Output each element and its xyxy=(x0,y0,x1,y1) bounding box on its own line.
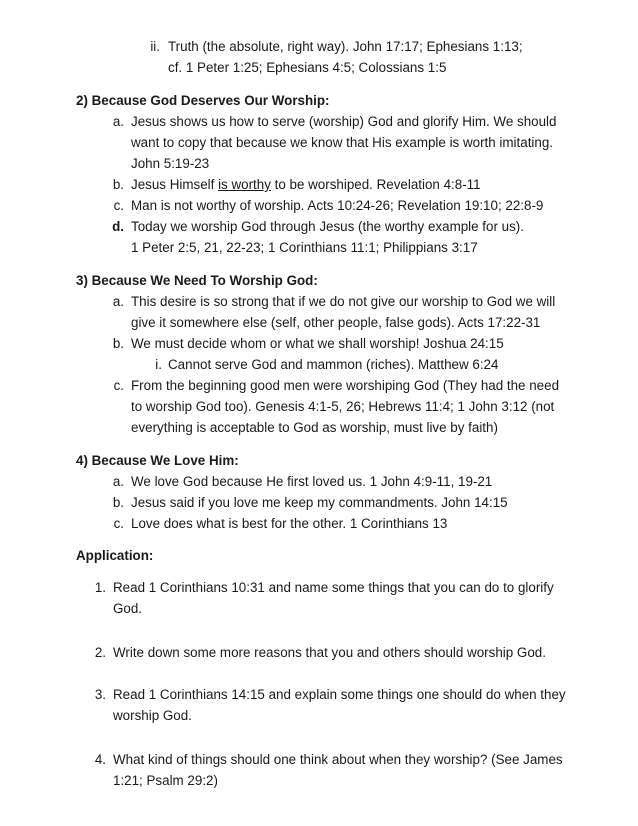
question-number: 3. xyxy=(94,687,106,702)
list-item-text: 1 Peter 2:5, 21, 22-23; 1 Corinthians 11:1; Philippians 3:17 xyxy=(131,240,478,255)
text-segment: to be worshiped. Revelation 4:8-11 xyxy=(270,177,481,192)
section-heading: 3) Because We Need To Worship God: xyxy=(76,273,318,288)
list-marker: a. xyxy=(112,474,124,489)
text-segment: Jesus Himself xyxy=(131,177,219,192)
list-marker: b. xyxy=(112,495,124,510)
list-item-text: Man is not worthy of worship. Acts 10:24-26; Revelation 19:10; 22:8-9 xyxy=(131,198,544,213)
list-item-text: Truth (the absolute, right way). John 17:17; Ephesians 1:13; xyxy=(168,39,523,54)
question-text: Read 1 Corinthians 14:15 and explain some things one should do when they xyxy=(113,687,566,702)
list-item-text: John 5:19-23 xyxy=(131,156,210,171)
list-marker: b. xyxy=(112,336,124,351)
list-item-text: We love God because He first loved us. 1 John 4:9-11, 19-21 xyxy=(131,474,493,489)
underlined-phrase: is worthy xyxy=(218,177,271,192)
list-marker: b. xyxy=(112,177,124,192)
list-item-text: cf. 1 Peter 1:25; Ephesians 4:5; Colossians 1:5 xyxy=(168,60,447,75)
question-number: 4. xyxy=(94,752,106,767)
question-number: 2. xyxy=(94,645,106,660)
list-marker: c. xyxy=(113,516,124,531)
list-marker: i. xyxy=(155,357,162,372)
section-heading: 2) Because God Deserves Our Worship: xyxy=(76,93,330,108)
list-item-text: give it somewhere else (self, other people, false gods). Acts 17:22-31 xyxy=(131,315,541,330)
list-item-text: Jesus shows us how to serve (worship) God and glorify Him. We should xyxy=(131,114,557,129)
list-marker: d. xyxy=(112,219,124,234)
list-item-text: Today we worship God through Jesus (the worthy example for us). xyxy=(131,219,524,234)
question-text: God. xyxy=(113,601,143,616)
question-number: 1. xyxy=(94,580,106,595)
list-item-text xyxy=(131,174,481,195)
list-item-text: everything is acceptable to God as worship, must live by faith) xyxy=(131,420,498,435)
list-item-text: to worship God too). Genesis 4:1-5, 26; Hebrews 11:4; 1 John 3:12 (not xyxy=(131,399,555,414)
list-item-text: want to copy that because we know that His example is worth imitating. xyxy=(131,135,554,150)
list-marker: c. xyxy=(113,198,124,213)
question-text: Write down some more reasons that you and others should worship God. xyxy=(113,645,546,660)
application-heading: Application: xyxy=(76,548,154,563)
list-item-text: From the beginning good men were worshiping God (They had the need xyxy=(131,378,560,393)
question-text: worship God. xyxy=(113,708,192,723)
list-marker: a. xyxy=(112,294,124,309)
list-item-text: Jesus said if you love me keep my commandments. John 14:15 xyxy=(131,495,508,510)
list-item-text: This desire is so strong that if we do not give our worship to God we will xyxy=(131,294,556,309)
list-marker: ii. xyxy=(150,39,160,54)
question-text: Read 1 Corinthians 10:31 and name some things that you can do to glorify xyxy=(113,580,554,595)
question-text: 1:21; Psalm 29:2) xyxy=(113,773,218,788)
list-marker: a. xyxy=(112,114,124,129)
list-item-text: Love does what is best for the other. 1 Corinthians 13 xyxy=(131,516,448,531)
section-heading: 4) Because We Love Him: xyxy=(76,453,239,468)
list-marker: c. xyxy=(113,378,124,393)
list-item-text: Cannot serve God and mammon (riches). Matthew 6:24 xyxy=(168,357,499,372)
question-text: What kind of things should one think about when they worship? (See James xyxy=(113,752,563,767)
list-item-text: We must decide whom or what we shall worship! Joshua 24:15 xyxy=(131,336,504,351)
